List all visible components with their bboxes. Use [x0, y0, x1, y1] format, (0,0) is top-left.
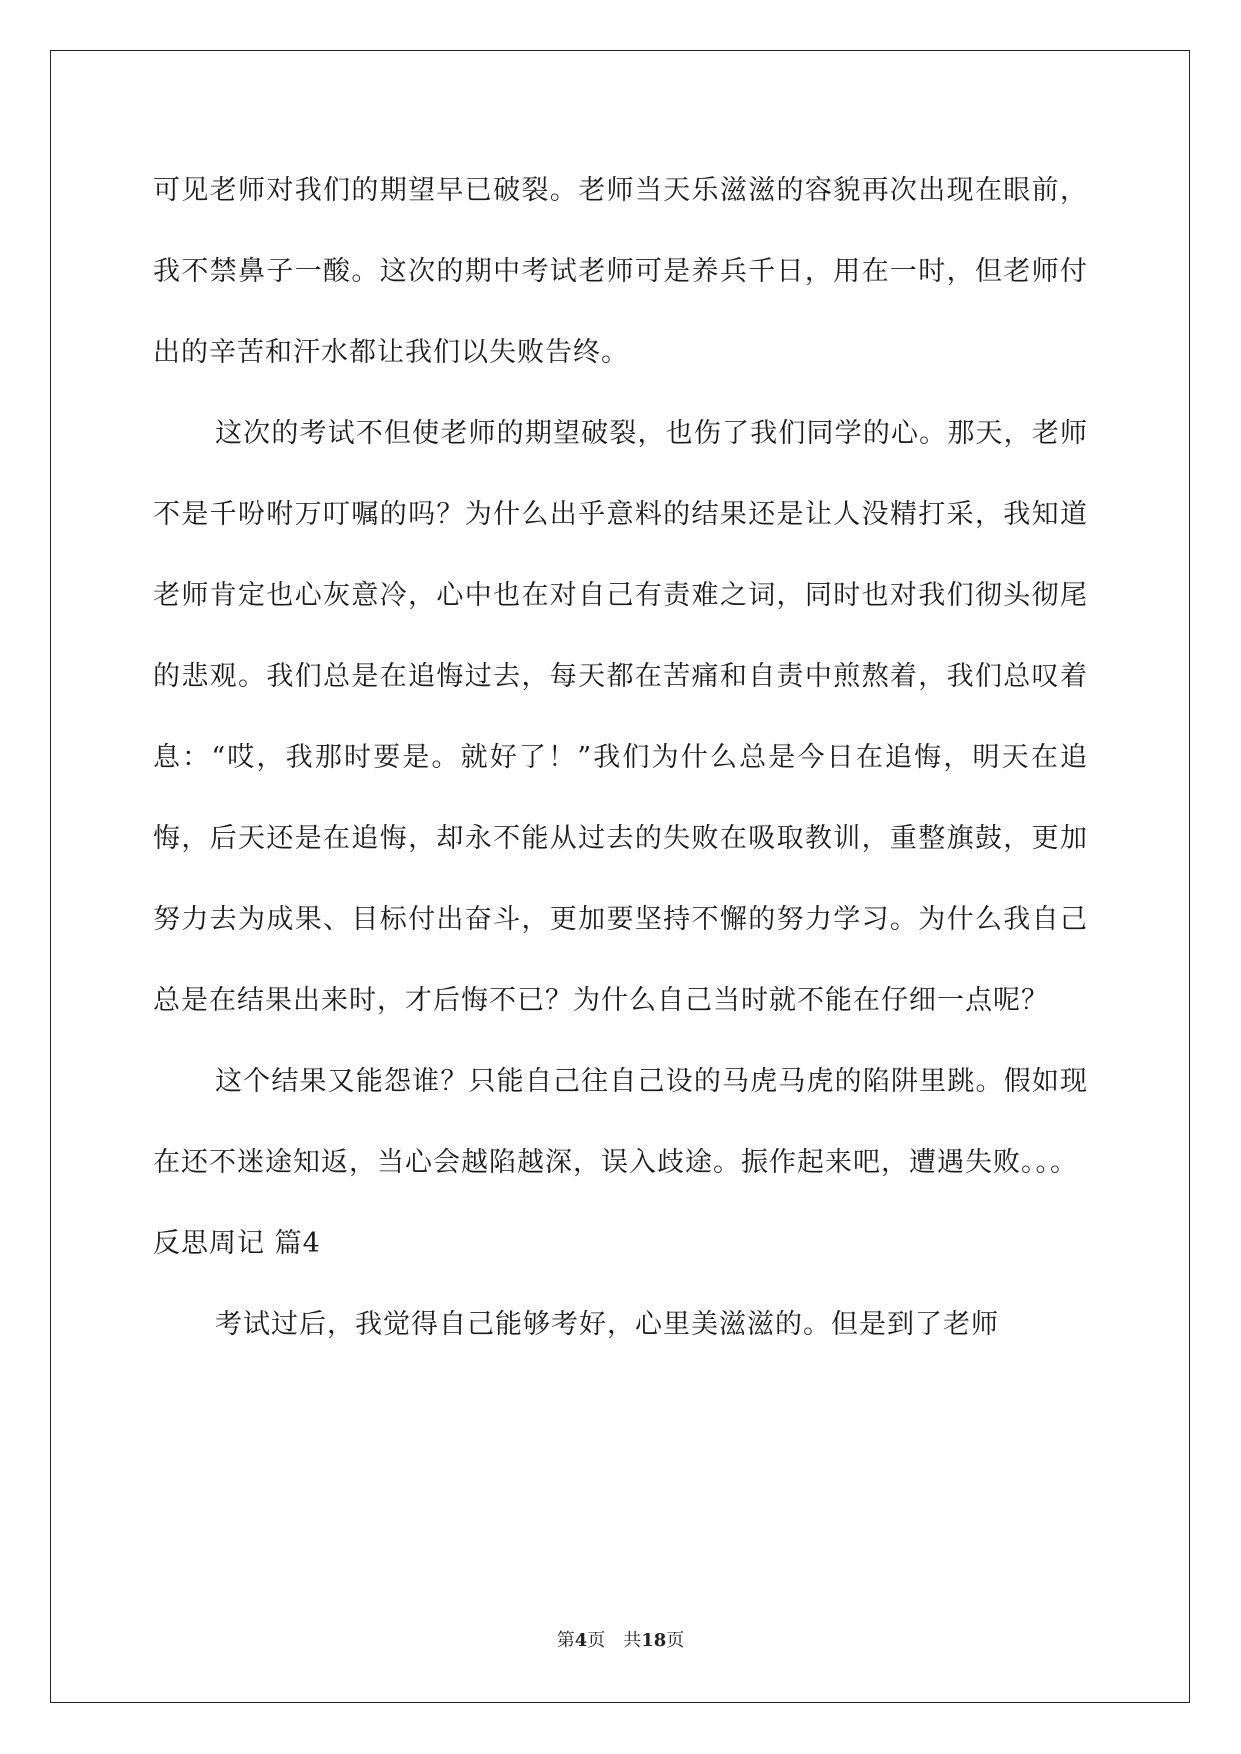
- paragraph-2: 这次的考试不但使老师的期望破裂，也伤了我们同学的心。那天，老师不是千吩咐万叮嘱的吗？为什么出乎意料的结果还是让人没精打采，我知道老师肯定也心灰意冷，心中也在对自己有责难之词，同时也对我们彻头彻尾的悲观。我们总是在追悔过去，每天都在苦痛和自责中煎熬着，我们总叹着息：“哎，我那时要是。就好了！”我们为什么总是今日在追悔，明天在追悔，后天还是在追悔，却永不能从过去的失败在吸取教训，重整旗鼓，更加努力去为成果、目标付出奋斗，更加要坚持不懈的努力学习。为什么我自己总是在结果出来时，才后悔不已？为什么自己当时就不能在仔细一点呢？: [153, 418, 1088, 1016]
- section-heading: 反思周记 篇4: [153, 1228, 321, 1259]
- footer-mid: 页 共: [587, 1630, 642, 1651]
- footer-suffix: 页: [666, 1630, 685, 1651]
- document-body: [153, 150, 1088, 1365]
- footer-prefix: 第: [556, 1630, 575, 1651]
- footer-page-number: 4: [574, 1630, 588, 1651]
- page-footer: [0, 1626, 1241, 1652]
- paragraph-4: 考试过后，我觉得自己能够考好，心里美滋滋的。但是到了老师: [215, 1309, 999, 1340]
- footer-total-pages: 18: [641, 1630, 667, 1651]
- paragraph-1: 可见老师对我们的期望早已破裂。老师当天乐滋滋的容貌再次出现在眼前，我不禁鼻子一酸。这次的期中考试老师可是养兵千日，用在一时，但老师付出的辛苦和汗水都让我们以失败告终。: [153, 175, 1088, 368]
- paragraph-3: 这个结果又能怨谁？只能自己往自己设的马虎马虎的陷阱里跳。假如现在还不迷途知返，当心会越陷越深，误入歧途。振作起来吧，遭遇失败。。。: [153, 1066, 1088, 1178]
